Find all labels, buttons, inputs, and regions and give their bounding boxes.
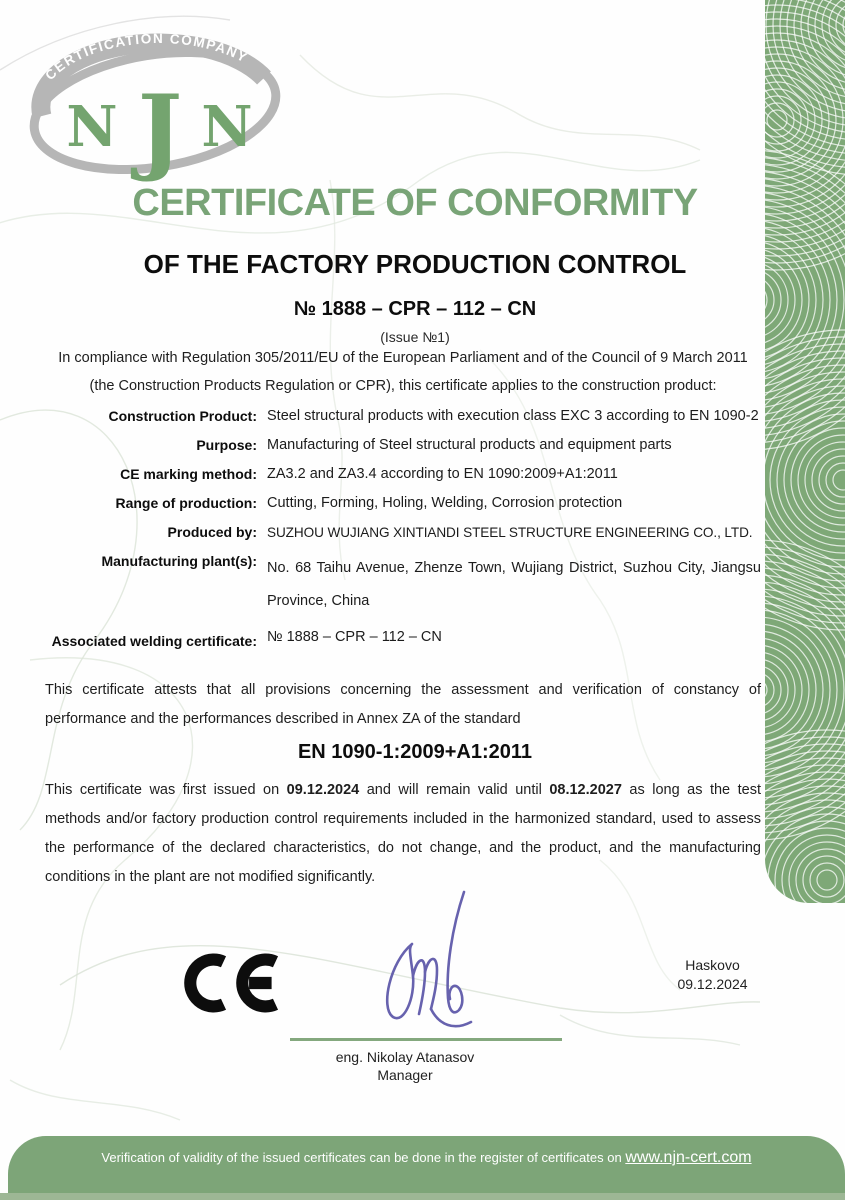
footer-register-link[interactable]: www.njn-cert.com [625,1149,752,1166]
field-label: Construction Product: [108,408,257,424]
field-label: CE marking method: [120,466,257,482]
footer-text: Verification of validity of the issued certificates can be done in the register of certificates on [101,1150,626,1165]
ce-mark [178,950,282,1021]
certificate-subtitle: OF THE FACTORY PRODUCTION CONTROL [143,249,687,279]
issue-place: Haskovo [685,957,740,973]
footer-bar [8,1136,845,1200]
field-label: Manufacturing plant(s): [101,553,257,569]
field-purpose [45,436,761,455]
field-ce-marking-method [45,465,761,484]
signatory-name: eng. Nikolay Atanasov [335,1049,475,1065]
field-value: Steel structural products with execution class EXC 3 according to EN 1090-2 [267,408,759,424]
field-construction-product [45,407,761,426]
field-value: SUZHOU WUJIANG XINTIANDI STEEL STRUCTURE ENGINEERING CO., LTD. [267,525,753,540]
field-value: No. 68 Taihu Avenue, Zhenze Town, Wujiang District, Suzhou City, Jiangsu Province, China [267,560,761,609]
signature-line [290,1038,562,1041]
logo-arc-text: CERTIFICATION COMPANY [42,31,251,83]
band-wave-pattern [765,0,845,903]
field-label: Range of production: [115,495,257,511]
compliance-paragraph: In compliance with Regulation 305/2011/EU of the European Parliament and of the Council of 9 March 2011 (the Construction Products Regulation or CPR), this certificate applies to the construction product: [58,350,748,394]
field-value: Cutting, Forming, Holing, Welding, Corrosion protection [267,495,623,511]
security-band [765,0,845,903]
expiry-date: 08.12.2027 [549,782,622,798]
validity-text: This certificate was first issued on [45,782,287,798]
issue-number: (Issue №1) [380,329,450,345]
field-value: № 1888 – CPR – 112 – CN [267,629,442,645]
signatory-block [270,1048,540,1084]
field-manufacturing-plants [45,552,761,618]
field-value: ZA3.2 and ZA3.4 according to EN 1090:2009+A1:2011 [267,466,618,482]
certificate-fields [45,407,761,665]
field-label: Produced by: [167,524,257,540]
field-associated-welding-certificate [45,628,761,655]
field-value: Manufacturing of Steel structural products and equipment parts [267,437,672,453]
signatory-role: Manager [377,1067,433,1083]
field-produced-by [45,523,761,542]
logo-letter-n1: N [66,94,118,160]
validity-text: as long as the test methods and/or factory production control requirements included in the harmonized standard, used to assess the performance of the declared characteristics, do not change, and the product, and the manufacturing conditions in the plant are not modified significantly. [45,782,761,885]
logo-letter-j: J [137,75,183,183]
company-logo [22,18,292,183]
standard-reference: EN 1090-1:2009+A1:2011 [297,741,533,763]
validity-text: and will remain valid until [359,782,550,798]
place-date-block [655,956,770,994]
field-label: Associated welding certificate: [51,633,257,649]
signature [368,888,486,1043]
validity-paragraph [45,776,761,892]
issue-date: 09.12.2024 [286,782,360,798]
field-range-of-production [45,494,761,513]
certificate-number: № 1888 – CPR – 112 – CN [293,298,537,320]
attestation-paragraph: This certificate attests that all provisions concerning the assessment and verification of constancy of performance and the performances described in Annex ZA of the standard [45,682,761,727]
logo-letter-n2: N [201,94,253,160]
issue-date-bottom: 09.12.2024 [677,976,748,992]
field-label: Purpose: [196,437,257,453]
page-bottom-edge [0,1193,845,1200]
certificate-title: CERTIFICATE OF CONFORMITY [132,182,698,224]
heading-block [55,182,775,345]
